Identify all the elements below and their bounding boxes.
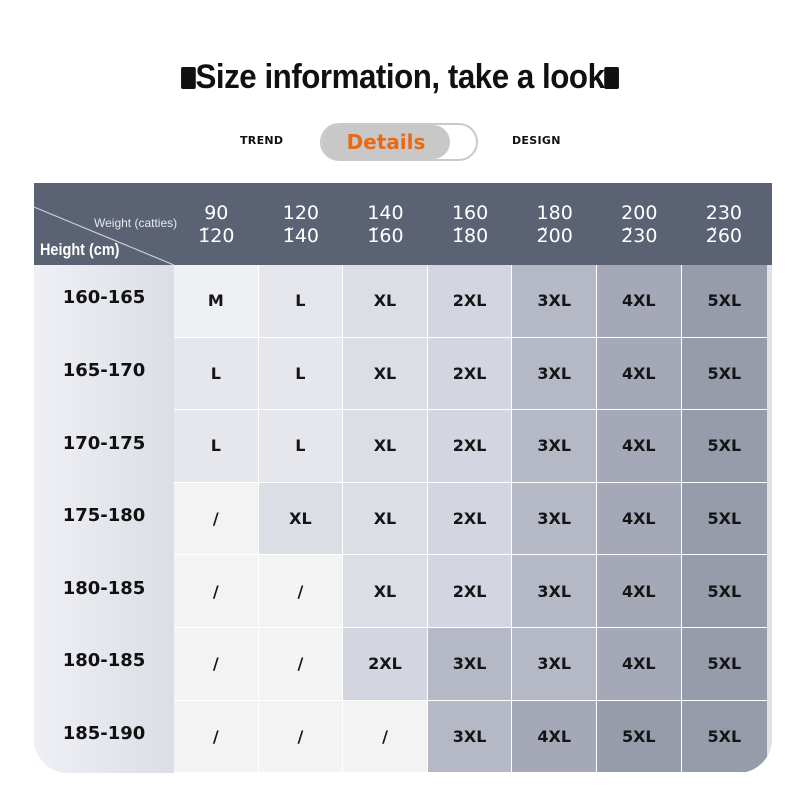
page-title [32,58,768,97]
size-cell: 3XL [512,483,598,557]
size-cell: 3XL [512,338,598,412]
height-range-label: 165-170 [62,359,146,381]
size-cell: L [174,338,260,412]
weight-range-start: 230 [705,202,743,224]
size-cell: 2XL [428,265,514,339]
size-cell: XL [343,555,429,629]
weight-column-header [174,202,259,248]
size-cell: 2XL [428,483,514,557]
size-cell: 5XL [682,338,768,412]
weight-range-end: 1̃60 [367,225,404,247]
size-cell: L [174,410,260,484]
table-header [34,183,772,265]
weight-column-header [259,202,344,248]
size-cell: / [174,701,260,773]
weight-column-header [428,202,513,248]
weight-range-end: 2̃30 [621,225,658,247]
size-chart-table [34,183,772,773]
size-cell: XL [343,265,429,339]
size-cell: 2XL [428,555,514,629]
size-cell: L [259,265,345,339]
weight-axis-label: Weight (catties) [94,216,178,230]
size-cell: 5XL [597,701,683,773]
size-cell: 4XL [597,483,683,557]
nav-design[interactable]: DESIGN [512,134,561,147]
title-text: Size information, take a look [195,58,605,96]
height-axis-label: Height (cm) [40,240,120,259]
size-cell: 4XL [512,701,598,773]
size-cell: 4XL [597,555,683,629]
height-column [34,265,174,773]
weight-column-header [682,202,767,248]
bracket-glyph-right [605,67,620,89]
size-cell: 5XL [682,410,768,484]
nav-trend[interactable]: TREND [240,134,284,147]
size-cell: 2XL [428,338,514,412]
size-cell: 3XL [428,701,514,773]
size-cell: / [259,701,345,773]
size-cell: 4XL [597,265,683,339]
size-cell: / [174,628,260,702]
weight-range-end: 1̃20 [198,225,235,247]
size-cell: L [259,410,345,484]
weight-range-end: 2̃60 [705,225,743,247]
size-cell: 5XL [682,555,768,629]
height-range-label: 180-185 [62,650,146,672]
size-cell: 2XL [428,410,514,484]
weight-range-end: 2̃00 [536,225,573,247]
size-cell: XL [343,483,429,557]
size-cell: / [174,483,260,557]
size-cell: 5XL [682,628,768,702]
height-range-label: 185-190 [62,722,146,744]
size-cell: M [174,265,260,339]
toggle-active-label: Details [346,130,426,154]
size-cell: XL [259,483,345,557]
weight-range-start: 160 [451,202,489,224]
size-cell: 3XL [512,628,598,702]
size-cell: / [343,701,429,773]
height-range-label: 160-165 [62,287,146,309]
size-cell: / [174,555,260,629]
size-cell: 3XL [512,555,598,629]
size-cell: 4XL [597,410,683,484]
bracket-glyph-left [181,67,196,89]
weight-range-end: 1̃40 [282,225,320,247]
size-cell: 5XL [682,701,768,773]
weight-range-end: 1̃80 [451,225,489,247]
weight-range-start: 90 [204,202,229,224]
weight-column-header [343,202,428,248]
height-range-label: 180-185 [62,577,146,599]
weight-range-start: 200 [621,202,658,224]
size-cell: 4XL [597,628,683,702]
size-cell: XL [343,338,429,412]
size-cell: / [259,555,345,629]
size-cell: 3XL [428,628,514,702]
weight-range-start: 140 [367,202,404,224]
size-cell: 4XL [597,338,683,412]
size-cell: 2XL [343,628,429,702]
size-cell: XL [343,410,429,484]
height-range-label: 170-175 [62,432,146,454]
weight-column-header [597,202,682,248]
details-toggle[interactable] [320,123,478,161]
height-range-label: 175-180 [62,505,146,527]
size-cell: L [259,338,345,412]
size-cell: / [259,628,345,702]
size-cell: 5XL [682,483,768,557]
size-cell: 3XL [512,265,598,339]
size-cell: 3XL [512,410,598,484]
size-cell: 5XL [682,265,768,339]
weight-column-header [512,202,597,248]
weight-range-start: 180 [536,202,573,224]
weight-range-start: 120 [282,202,320,224]
